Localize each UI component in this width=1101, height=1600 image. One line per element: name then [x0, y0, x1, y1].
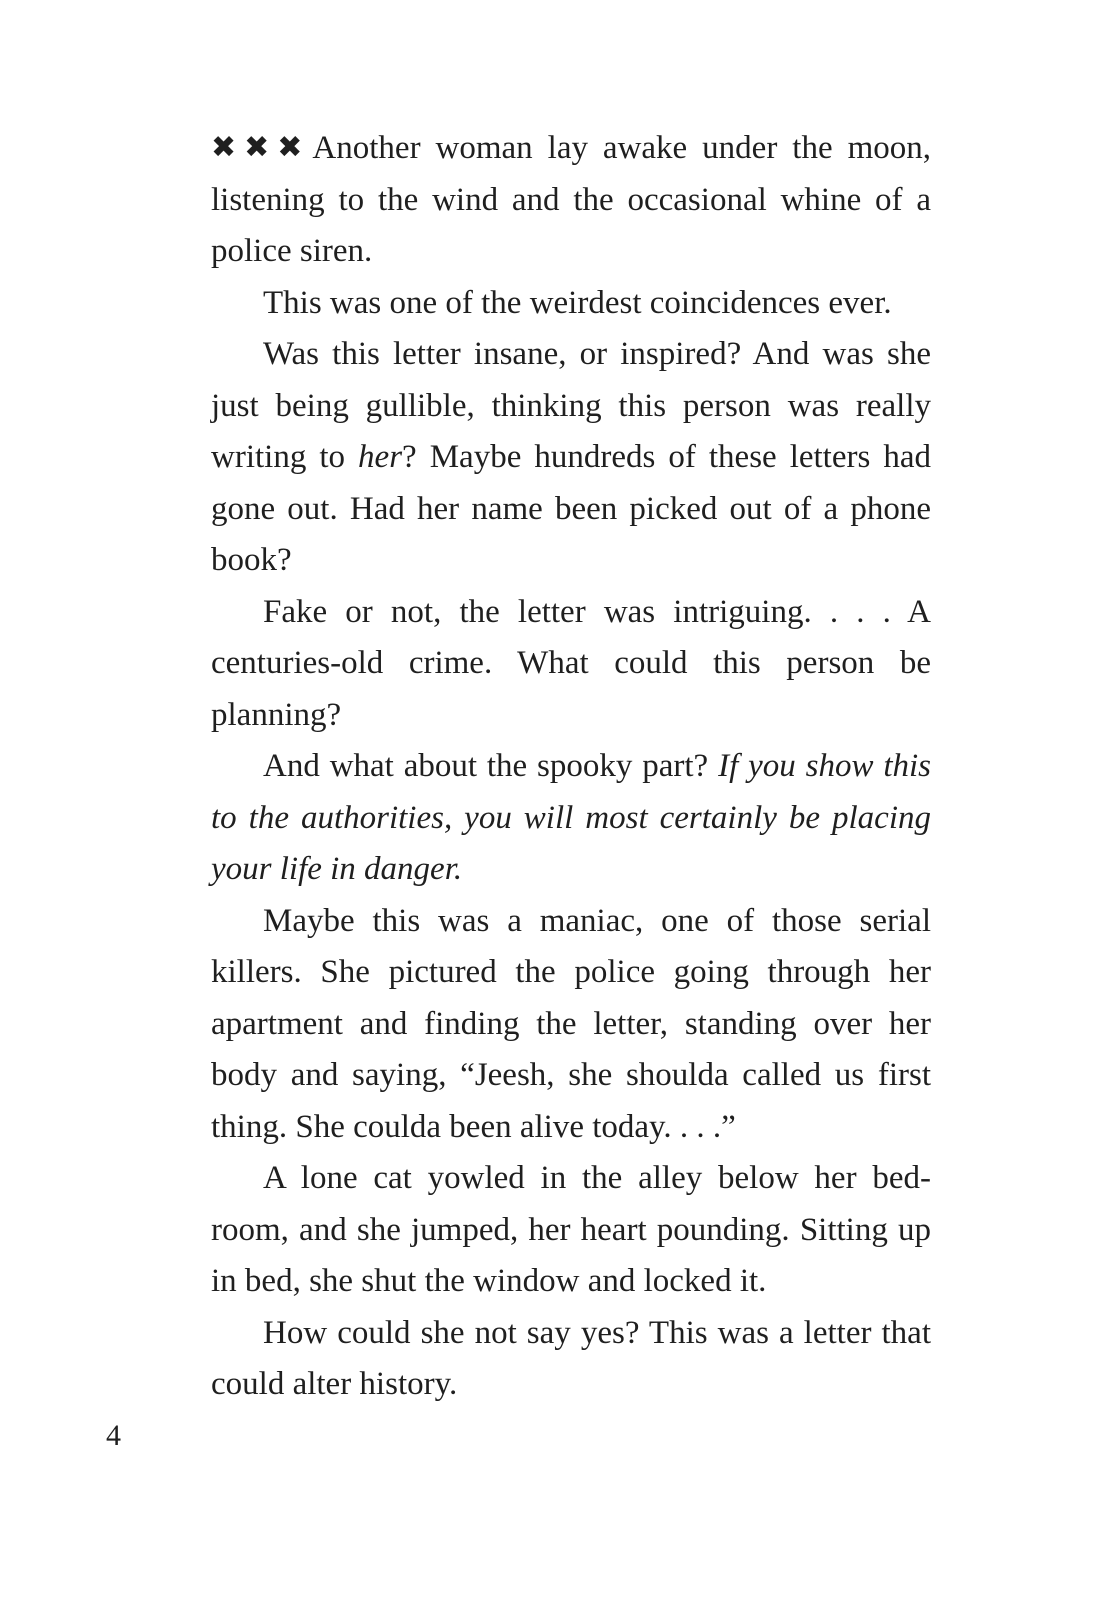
- paragraph-4: Fake or not, the letter was intriguing. . . . A centuries-old crime. What could this person be planning?: [211, 593, 931, 733]
- paragraph-3-emphasis: her: [358, 439, 403, 475]
- paragraph-8: How could she not say yes? This was a letter that could alter history.: [211, 1314, 931, 1402]
- paragraph-3: [211, 329, 931, 587]
- paragraph-3-before: Was this letter insane, or inspired? And was she just being gullible, thinking this person was really writing to: [211, 336, 931, 475]
- paragraph-5-before: And what about the spooky part?: [263, 748, 719, 784]
- paragraph-1-text: Another woman lay awake under the moon, listening to the wind and the occasional whine of a police siren.: [211, 130, 931, 269]
- body-text: [211, 122, 931, 1411]
- paragraph-7: A lone cat yowled in the alley below her bed-room, and she jumped, her heart pounding. Sitting up in bed, she shut the window and locked it.: [211, 1160, 931, 1299]
- paragraph-2: This was one of the weirdest coincidences ever.: [263, 284, 892, 321]
- paragraph-5-emphasis: If you show this to the authorities, you will most certainly be placing your life in danger.: [211, 748, 931, 887]
- section-break-marks: ✖✖✖: [211, 130, 311, 165]
- paragraph-1: [211, 122, 931, 278]
- paragraph-3-after: ? Maybe hundreds of these letters had gone out. Had her name been picked out of a phone book?: [211, 439, 931, 578]
- page-number: 4: [106, 1419, 121, 1452]
- paragraph-5: [211, 741, 931, 896]
- paragraph-6: Maybe this was a maniac, one of those serial killers. She pictured the police going through her apartment and finding the letter, standing over her body and saying, “Jeesh, she shoulda called us first thing. She coulda been alive today. . . .”: [211, 902, 931, 1145]
